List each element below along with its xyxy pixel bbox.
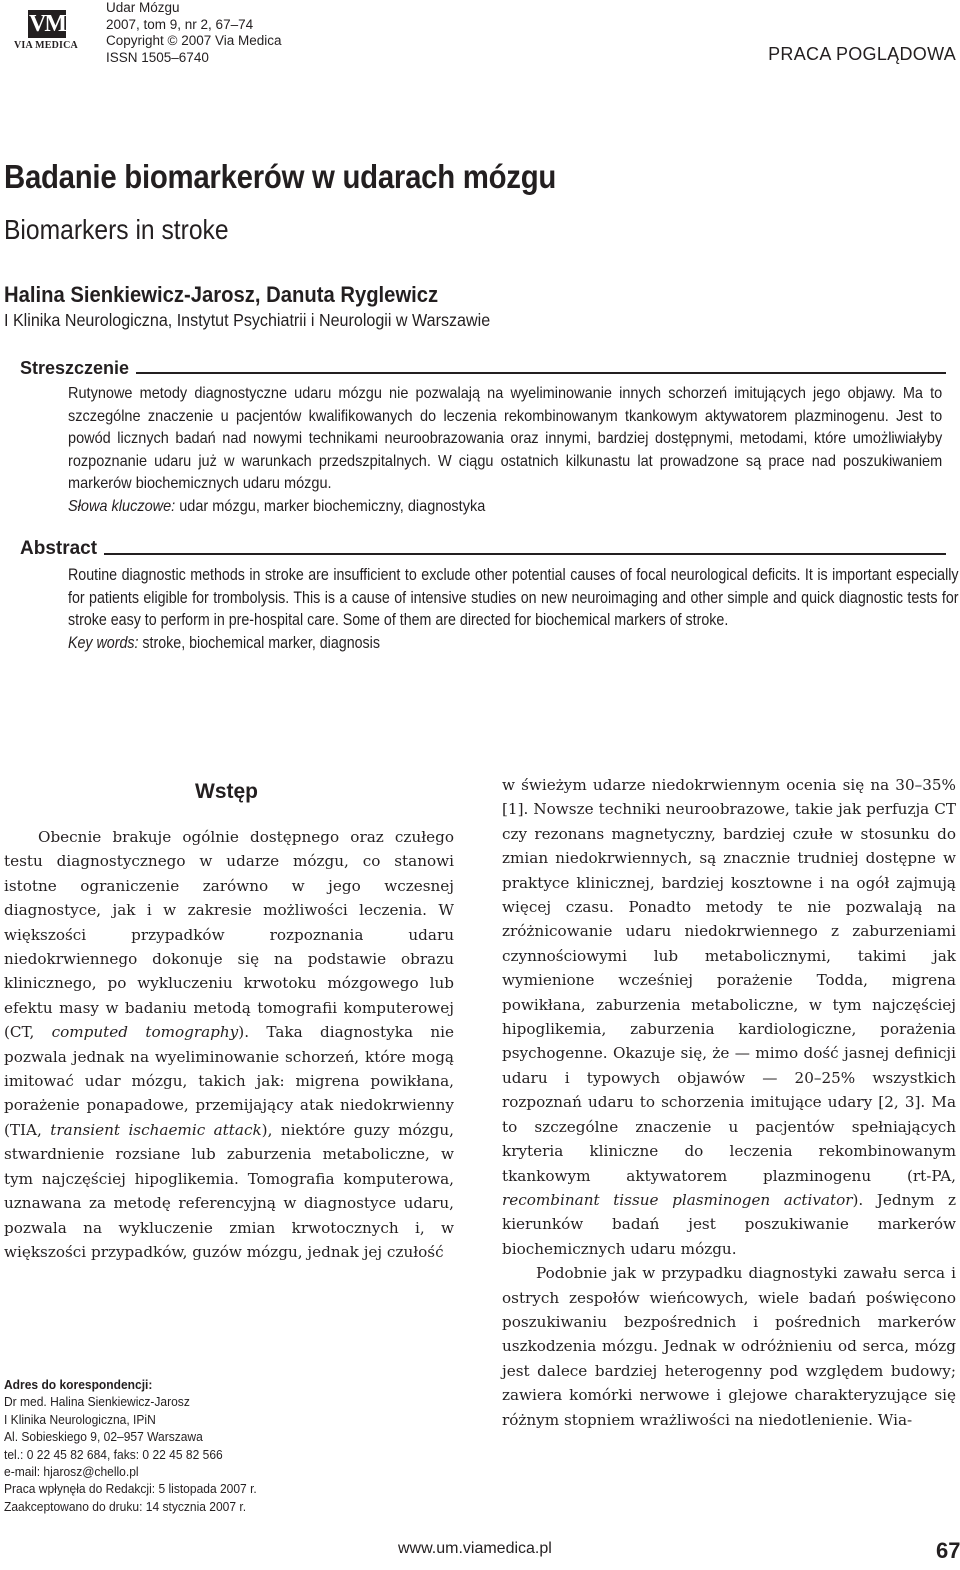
journal-line: 2007, tom 9, nr 2, 67–74: [106, 16, 254, 32]
left-column: [4, 825, 454, 1264]
italic-term: transient ischaemic attack: [50, 1120, 262, 1139]
footer-url: www.um.viamedica.pl: [398, 1540, 552, 1557]
correspondence-line: Zaakceptowano do druku: 14 stycznia 2007 r.: [4, 1498, 247, 1514]
keywords-label: Słowa kluczowe:: [68, 497, 176, 515]
abstract-heading: Abstract: [20, 538, 98, 559]
publisher-logo: [8, 10, 84, 54]
abstract-keywords: [68, 632, 959, 655]
logo-mark: VM: [29, 11, 65, 37]
article-title: Badanie biomarkerów w udarach mózgu: [4, 158, 557, 195]
paragraph-text: ). Jednym z kierunków badań jest poszukiwanie markerów biochemicznych udaru mózgu.: [502, 1190, 956, 1258]
journal-line: ISSN 1505–6740: [106, 49, 209, 65]
journal-line: Udar Mózgu: [106, 0, 180, 15]
streszczenie-text: Rutynowe metody diagnostyczne udaru mózgu nie pozwalają na wyeliminowanie innych schorzeń imitujących jego objawy. Ma to szczególne znaczenie u pacjentów kwalifikowanych do leczenia rekombinowanym tkankowym aktywatorem plazminogenu. Jest to powód licznych badań nad nowymi technikami neuroobrazowania oraz innymi, bardziej dostępnymi, metodami, które umożliwiałyby rozpoznanie udaru już w warunkach przedszpitalnych. W ciągu ostatnich kilkunastu lat prowadzone są prace nad poszukiwaniem markerów biochemicznych udaru mózgu.: [68, 385, 943, 492]
correspondence-block: [4, 1376, 257, 1515]
intro-paragraph-2: Podobnie jak w przypadku diagnostyki zawału serca i ostrych zespołów wieńcowych, wiele badań poświęcono poszukiwaniu bezpośrednich i pośrednich markerów uszkodzenia mózgu. Jednak w odróżnieniu od serca, mózg jest dalece bardziej heterogenny pod względem budowy; zawiera komórki nerwowe i glejowe charakteryzujące się różnym stopniem wrażliwości na niedotlenienie. Wia-: [502, 1264, 956, 1429]
logo-text: VIA MEDICA: [14, 40, 78, 51]
abstract-text: Routine diagnostic methods in stroke are insufficient to exclude other potential causes of focal neurological deficits. It is important especially for patients eligible for trombolysis. This is a cause of intensive studies on new neuroimaging and other simple and quick diagnostic tests for stroke easy to perform in pre-hospital care. Some of them are directed for biochemical markers of stroke.: [68, 566, 959, 629]
correspondence-line: Praca wpłynęła do Redakcji: 5 listopada 2007 r.: [4, 1481, 257, 1497]
abstract-rule: [104, 553, 946, 555]
paragraph-text: Obecnie brakuje ogólnie dostępnego oraz czułego testu diagnostycznego w udarze mózgu, co stanowi istotne ograniczenie zarówno w jego wczesnej diagnostyce, jak i w zakresie możliwości leczenia. W większości przypadków rozpoznania udaru niedokrwiennego dokonuje się na podstawie obrazu klinicznego, po wykluczeniu krwotoku mózgowego lub efektu masy w badaniu metodą tomografii komputerowej (CT,: [4, 828, 454, 1042]
article-authors: Halina Sienkiewicz-Jarosz, Danuta Ryglewicz: [4, 282, 439, 307]
streszczenie-keywords: [68, 496, 942, 519]
intro-paragraph: [4, 825, 454, 1264]
paragraph-text: ), niektóre guzy mózgu, stwardnienie rozsiane lub zaburzenia metaboliczne, w tym najczęściej hipoglikemia. Tomografia komputerowa, uznawana za metodę referencyjną w diagnostyce udaru, pozwala na wykluczenie zmian krwotocznych i, w większości przypadków, guzów mózgu, jednak jej czułość: [4, 1120, 454, 1261]
page-number: 67: [936, 1538, 960, 1563]
article-affiliation: I Klinika Neurologiczna, Instytut Psychiatrii i Neurologii w Warszawie: [4, 310, 491, 330]
right-column: [502, 773, 956, 1432]
paragraph-text: ). Taka diagnostyka nie pozwala jednak na wyeliminowanie schorzeń, które mogą imitować udar mózgu, takich jak: migrena powikłana, porażenie ponapadowe, przemijający atak niedokrwienny (TIA,: [4, 1023, 454, 1139]
journal-info: [106, 0, 282, 66]
correspondence-heading: Adres do korespondencji:: [4, 1377, 153, 1392]
paragraph-text: w świeżym udarze niedokrwiennym ocenia się na 30–35% [1]. Nowsze techniki neuroobrazowe, takie jak perfuzja CT czy rezonans magnetyczny, bardziej czułe w stosunku do zmian niedokrwiennych, są znacznie trudniej dostępne w praktyce klinicznej, bardziej kosztowne i na ogół zajmują więcej czasu. Ponadto metody te nie pozwalają na zróżnicowanie udaru niedokrwiennego z zaburzeniami czynnościowymi lub metabolicznymi, takimi jak wymienione wcześniej porażenie Todda, migrena powikłana, zaburzenia metaboliczne, w tym najczęściej hipoglikemia, zaburzenia kardiologiczne, porażenia psychogenne. Okazuje się, że — mimo dość jasnej definicji udaru i typowych objawów — 20–25% wszystkich rozpoznań udaru to schorzenia imitujące udary [2, 3]. Ma to szczególne znaczenie u pacjentów spełniających kryteria kliniczne do leczenia rekombinowanym tkankowym aktywatorem plazminogenu (rt-PA,: [502, 776, 956, 1185]
intro-paragraph-continued: [502, 773, 956, 1261]
streszczenie-body: [68, 383, 942, 518]
streszczenie-rule: [136, 372, 946, 374]
keywords-label: Key words:: [68, 633, 139, 652]
italic-term: computed tomography: [51, 1023, 239, 1042]
journal-line: Copyright © 2007 Via Medica: [106, 33, 282, 48]
correspondence-email: e-mail: hjarosz@chello.pl: [4, 1464, 139, 1480]
article-subtitle: Biomarkers in stroke: [4, 214, 229, 245]
streszczenie-heading: Streszczenie: [20, 358, 130, 378]
italic-term: recombinant tissue plasminogen activator: [502, 1190, 853, 1209]
correspondence-line: tel.: 0 22 45 82 684, faks: 0 22 45 82 566: [4, 1446, 223, 1462]
intro-heading: Wstęp: [195, 780, 258, 803]
keywords-value: stroke, biochemical marker, diagnosis: [138, 633, 380, 652]
section-label: PRACA POGLĄDOWA: [768, 44, 956, 64]
abstract-body: [68, 564, 959, 654]
correspondence-line: Dr med. Halina Sienkiewicz-Jarosz: [4, 1394, 190, 1410]
correspondence-line: I Klinika Neurologiczna, IPiN: [4, 1411, 156, 1427]
correspondence-line: Al. Sobieskiego 9, 02–957 Warszawa: [4, 1429, 203, 1445]
keywords-value: udar mózgu, marker biochemiczny, diagnostyka: [175, 497, 486, 515]
